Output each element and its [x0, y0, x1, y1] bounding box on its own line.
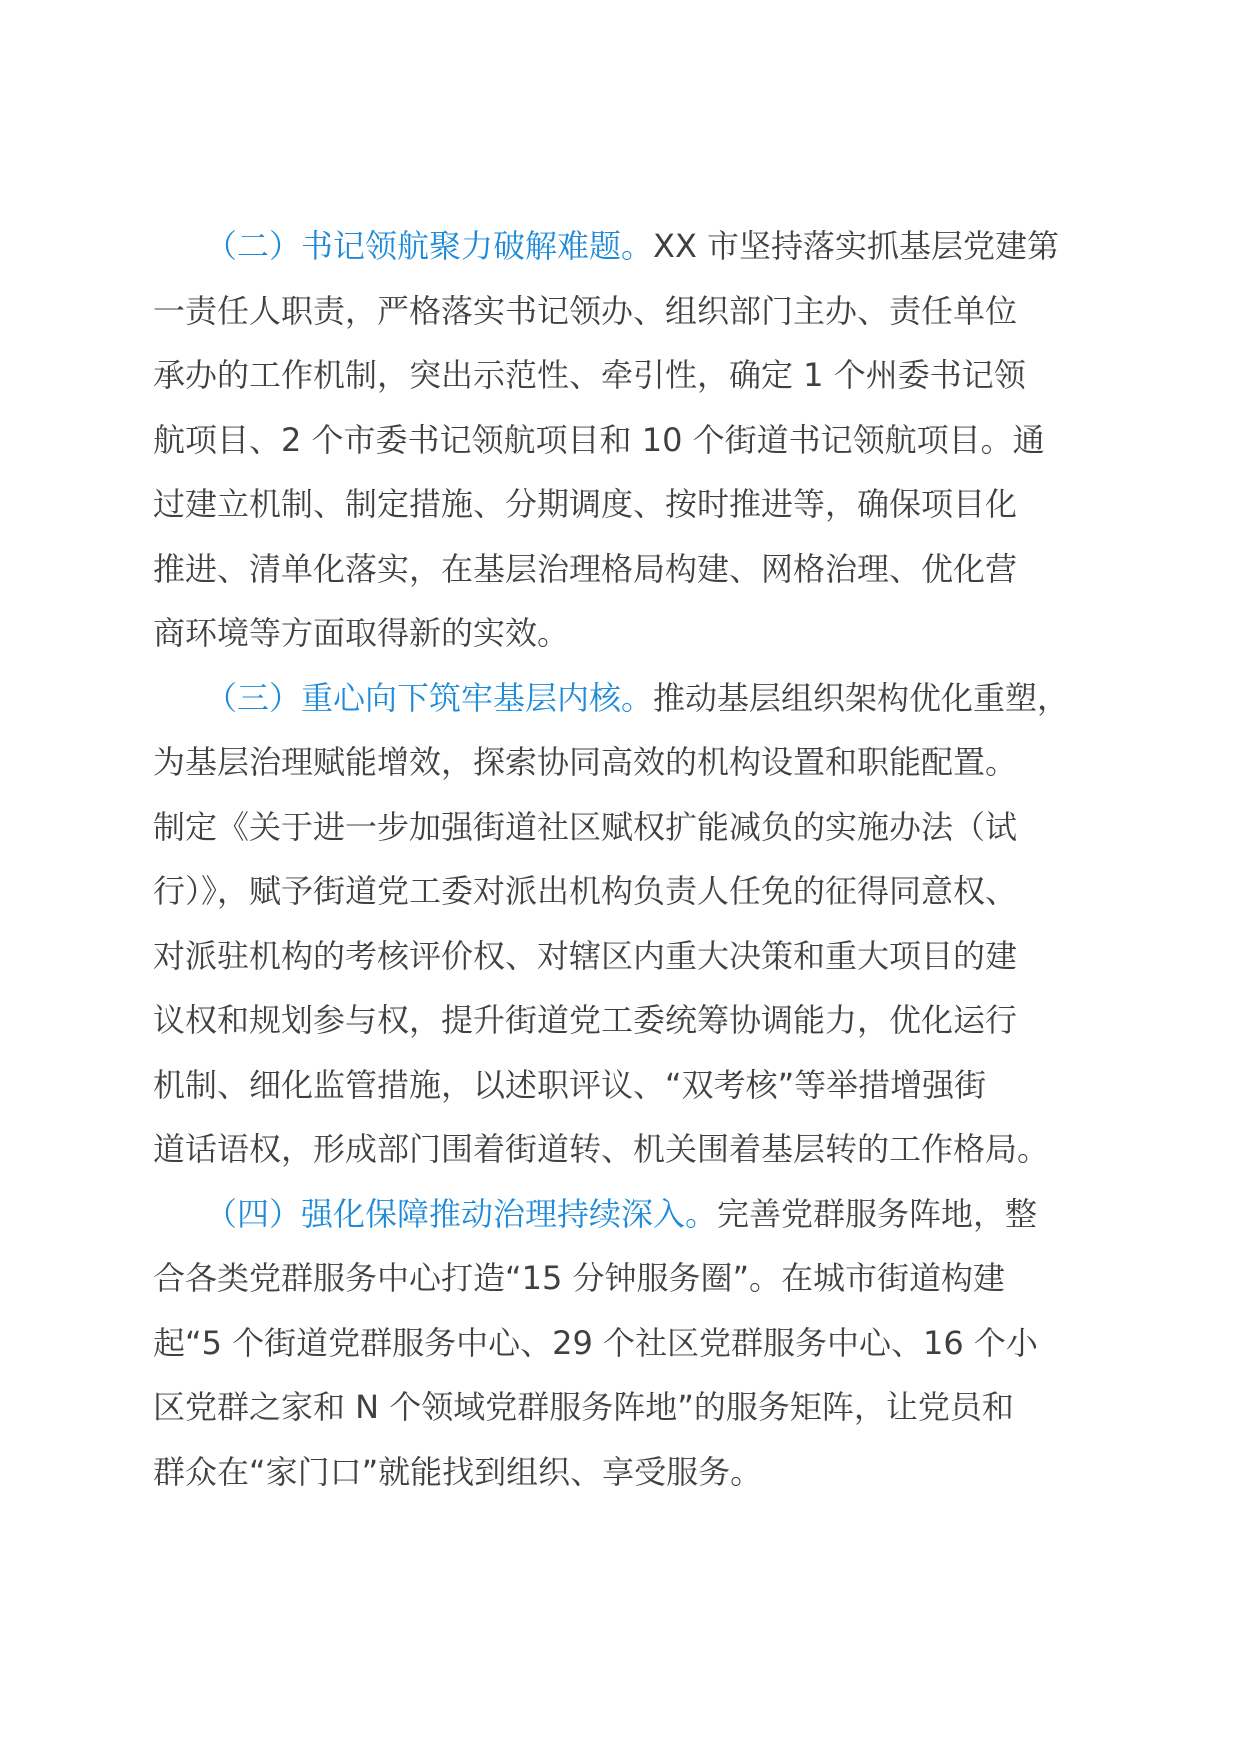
section-2-text-line-2: 一责任人职责，严格落实书记领办、组织部门主办、责任单位: [153, 291, 1018, 330]
section-2-first-line: [153, 214, 1093, 279]
section-3-text-line-6: 议权和规划参与权，提升街道党工委统筹协调能力，优化运行: [153, 1001, 1018, 1039]
section-3-text-line-4: 行）》，赋予街道党工委对派出机构负责人任免的征得同意权、: [153, 872, 1018, 910]
section-2-text-line-6: 推进、清单化落实，在基层治理格局构建、网格治理、优化营: [153, 549, 1018, 588]
section-2-heading: （二）书记领航聚力破解难题。: [205, 227, 654, 265]
section-4-first-line: [153, 1182, 1093, 1247]
section-3-text-line-7: 机制、细化监管措施，以述职评议、“双考核”等举措增强街: [153, 1065, 987, 1104]
section-3-text-line-1: 推动基层组织架构优化重塑，: [653, 678, 1070, 717]
section-3-text-line-3: 制定《关于进一步加强街道社区赋权扩能减负的实施办法（试: [153, 807, 1018, 846]
document-body: [153, 214, 1093, 1504]
section-4-text-line-3: 起“5 个街道党群服务中心、29 个社区党群服务中心、16 个小: [153, 1323, 1038, 1362]
section-3-text-line-5: 对派驻机构的考核评价权、对辖区内重大决策和重大项目的建: [153, 936, 1018, 975]
section-3-text-line-2: 为基层治理赋能增效，探索协同高效的机构设置和职能配置。: [153, 743, 1018, 781]
section-2-text-line-5: 过建立机制、制定措施、分期调度、按时推进等，确保项目化: [153, 485, 1018, 523]
section-2-text-line-7: 商环境等方面取得新的实效。: [153, 614, 570, 652]
section-4-text-line-5: 群众在“家门口”就能找到组织、享受服务。: [153, 1452, 763, 1491]
section-4-text-line-1: 完善党群服务阵地，整: [717, 1194, 1038, 1233]
section-4-text-line-4: 区党群之家和 N 个领域党群服务阵地”的服务矩阵，让党员和: [153, 1388, 1014, 1426]
section-2-text-line-1: XX 市坚持落实抓基层党建第: [653, 227, 1060, 265]
section-3-text-line-8: 道话语权，形成部门围着街道转、机关围着基层转的工作格局。: [153, 1130, 1050, 1168]
section-2-text-line-4: 航项目、2 个市委书记领航项目和 10 个街道书记领航项目。通: [153, 420, 1045, 459]
section-2-text-line-3: 承办的工作机制，突出示范性、牵引性，确定 1 个州委书记领: [153, 356, 1026, 394]
section-4-heading: （四）强化保障推动治理持续深入。: [205, 1194, 718, 1233]
section-3-first-line: [153, 666, 1093, 731]
section-4-text-line-2: 合各类党群服务中心打造“15 分钟服务圈”。在城市街道构建: [153, 1259, 1006, 1297]
section-3-heading: （三）重心向下筑牢基层内核。: [205, 678, 654, 717]
